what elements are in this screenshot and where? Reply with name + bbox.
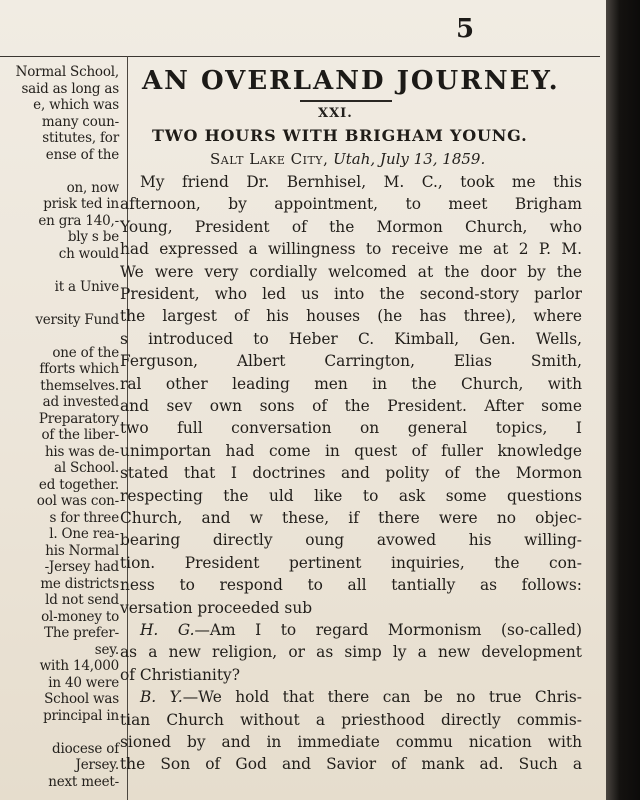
- article-line: bearing directly oung avowed his willing-: [120, 531, 582, 550]
- article-line: ral other leading men in the Church, with: [120, 374, 582, 393]
- left-column-line: -Jersey had: [44, 559, 119, 575]
- left-column-line: with 14,000: [39, 658, 119, 674]
- left-column-line: me districts: [40, 575, 119, 592]
- dialogue-line: [120, 754, 582, 774]
- article-line: and sev own sons of the President. After some: [120, 397, 582, 415]
- article-line: versation proceeded sub: [120, 598, 313, 617]
- headline: AN OVERLAND JOURNEY.: [142, 66, 560, 96]
- article-line: respecting the uld like to ask some questions: [120, 486, 582, 505]
- left-column-line: in 40 were: [48, 674, 119, 691]
- article-line: afternoon, by appointment, to meet Brigham: [120, 195, 582, 214]
- left-column-line: al School.: [53, 460, 119, 476]
- article-line: Young, President of the Mormon Church, who: [120, 217, 582, 236]
- page-number: 5: [456, 14, 475, 44]
- dialogue-text: —Am I to regard Mormonism (so-called): [194, 621, 582, 639]
- dialogue-text: of Christianity?: [120, 665, 240, 684]
- speaker-initials: B. Y.: [140, 688, 183, 707]
- left-column-line: many coun-: [41, 113, 119, 130]
- article-line: Ferguson, Albert Carrington, Elias Smith,: [120, 352, 582, 371]
- left-column-line: of the liber-: [41, 427, 119, 443]
- left-column-line: Jersey.: [75, 757, 119, 773]
- left-column: [0, 64, 125, 800]
- left-column-line: ol-money to: [41, 608, 119, 625]
- article-line: unimportan had come in quest of fuller knowledge: [120, 441, 582, 460]
- left-column-line: bly s be: [67, 229, 119, 245]
- left-column-line: prisk ted in: [43, 196, 119, 212]
- left-column-line: one of the: [52, 344, 119, 361]
- left-column-line: e, which was: [33, 97, 119, 113]
- dialogue-line: [120, 665, 582, 685]
- left-column-line: fforts which: [39, 361, 119, 377]
- dialogue-text: tian Church without a priesthood directly commis-: [120, 710, 582, 729]
- article-line: tion. President pertinent inquiries, the con-: [120, 553, 582, 572]
- left-column-line: next meet-: [48, 773, 119, 790]
- left-column-line: it a Unive: [54, 278, 119, 295]
- dialogue-line: [120, 642, 582, 662]
- left-column-line: his Normal: [45, 542, 119, 559]
- dateline: [210, 150, 485, 168]
- article-line: Church, and w these, if there were no objec-: [120, 509, 582, 527]
- dialogue-text: sioned by and in immediate commu nication with: [120, 733, 582, 751]
- left-column-line: en gra 140,-: [38, 212, 119, 229]
- dialogue-line: [120, 732, 582, 752]
- left-column-line: ense of the: [45, 146, 119, 163]
- left-column-line: l. One rea-: [49, 526, 119, 542]
- dateline-place: Salt Lake City,: [210, 150, 329, 168]
- left-column-line: ed together.: [38, 476, 119, 493]
- left-column-line: said as long as: [21, 80, 119, 97]
- article-line: We were very cordially welcomed at the door by the: [120, 262, 582, 281]
- article-line: s introduced to Heber C. Kimball, Gen. Wells,: [120, 329, 582, 348]
- left-column-line: stitutes, for: [42, 130, 119, 146]
- chapter-numeral: XXI.: [318, 106, 353, 121]
- left-column-line: versity Fund: [35, 311, 119, 328]
- dialogue-text: as a new religion, or as simp ly a new development: [120, 643, 582, 662]
- left-column-line: Normal School,: [15, 64, 119, 80]
- dialogue-line: [140, 620, 582, 640]
- page-edge-shadow: [606, 0, 640, 800]
- left-column-line: ld not send: [45, 592, 119, 608]
- article-line: the largest of his houses (he has three), where: [120, 307, 582, 326]
- dateline-date: Utah, July 13, 1859.: [333, 150, 486, 168]
- left-column-line: his was de-: [44, 443, 119, 460]
- left-column-line: School was: [44, 691, 119, 707]
- dialogue-text: —We hold that there can be no true Chris-: [182, 688, 582, 707]
- left-column-line: The prefer-: [44, 625, 119, 641]
- left-column-line: themselves.: [40, 377, 119, 394]
- article-line: President, who led us into the second-story parlor: [120, 285, 582, 303]
- dialogue-text: the Son of God and Savior of mank ad. Such a: [120, 755, 582, 774]
- left-column-line: principal in: [43, 707, 119, 724]
- headline-rule: [300, 100, 392, 102]
- left-column-line: s for three: [49, 509, 119, 526]
- left-column-line: on, now: [66, 179, 119, 196]
- article-line: two full conversation on general topics, I: [120, 419, 582, 438]
- article-line: had expressed a willingness to receive me at 2 P. M.: [120, 240, 582, 259]
- left-column-line: sey.: [94, 641, 119, 658]
- left-column-line: Preparatory: [38, 410, 119, 427]
- dialogue-line: [140, 687, 582, 707]
- article-line: My friend Dr. Bernhisel, M. C., took me this: [140, 173, 582, 191]
- subheading: TWO HOURS WITH BRIGHAM YOUNG.: [152, 126, 528, 145]
- left-column-line: ch would: [58, 245, 119, 262]
- left-column-line: diocese of: [52, 740, 119, 757]
- article-line: stated that I doctrines and polity of the Mormon: [120, 464, 582, 483]
- left-column-line: ad invested: [42, 394, 119, 410]
- speaker-initials: H. G.: [140, 621, 195, 639]
- article-line: ness to respond to all tantially as follows:: [120, 576, 582, 595]
- dialogue-line: [120, 710, 582, 730]
- article: [112, 56, 608, 800]
- left-column-line: ool was con-: [36, 493, 119, 509]
